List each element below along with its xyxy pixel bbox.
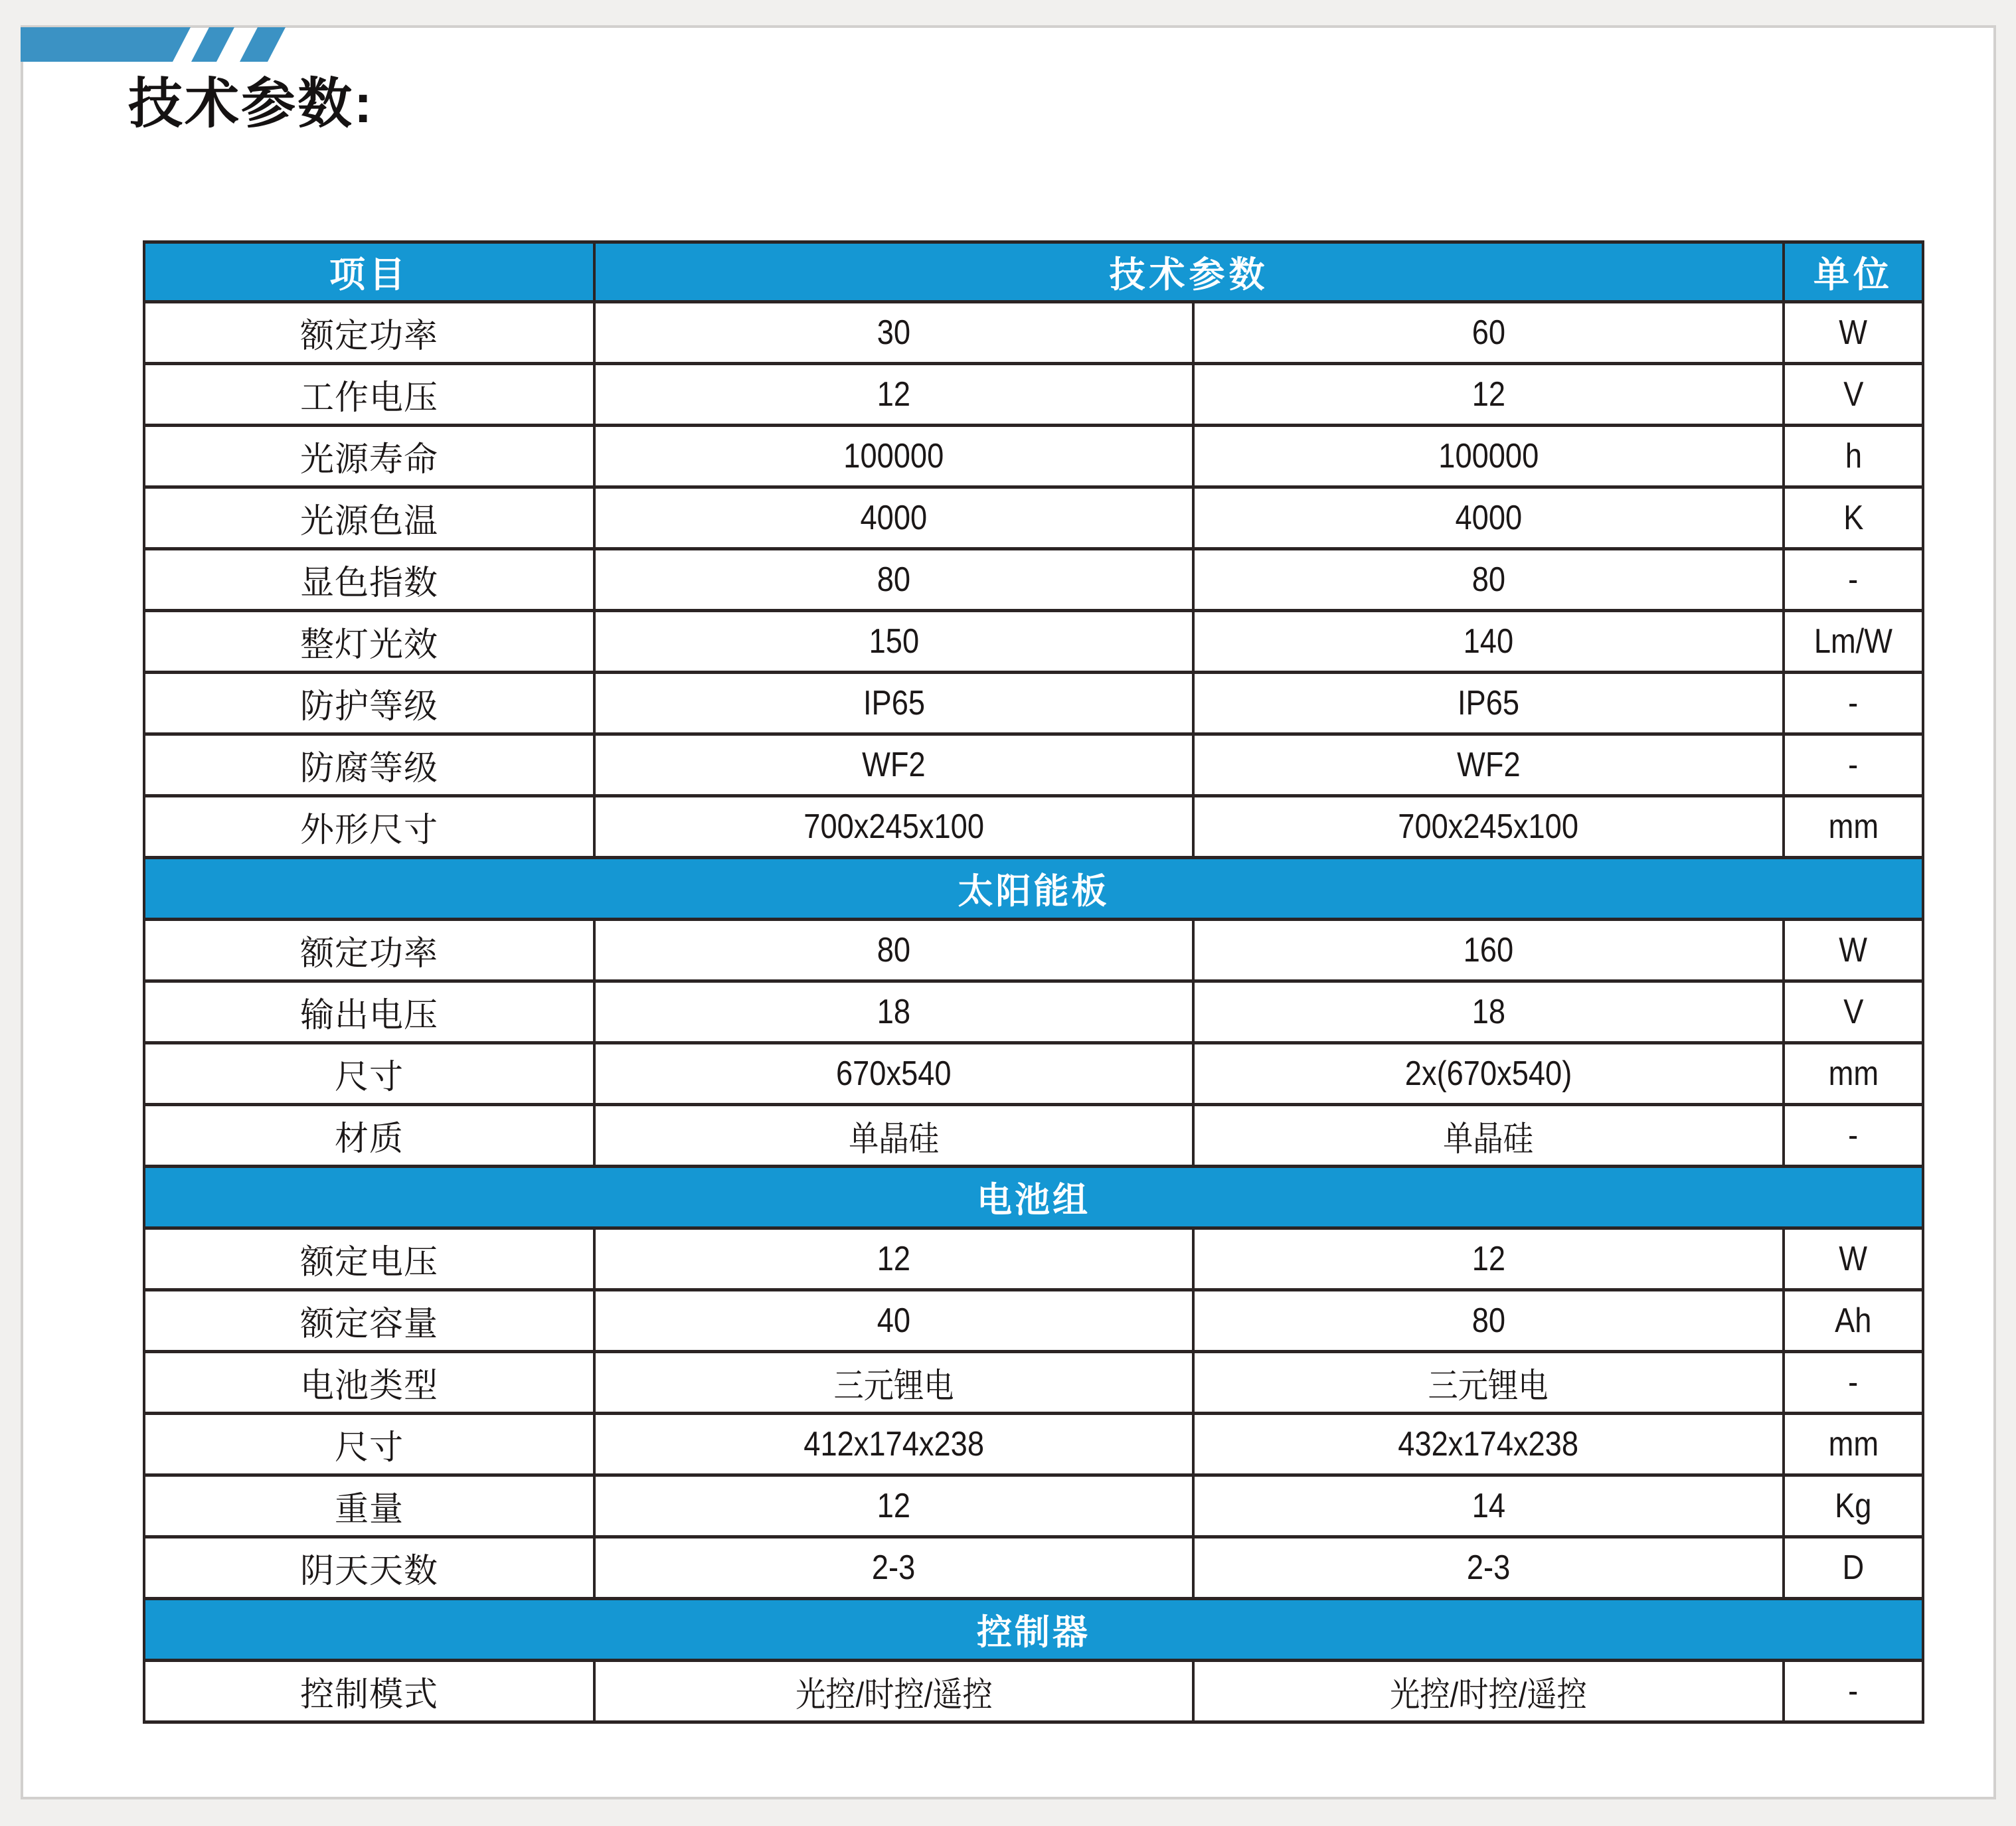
spec-label-text: 额定功率: [299, 317, 438, 355]
spec-value-text: 三元锂电: [833, 1367, 954, 1406]
spec-value-cell: [594, 796, 1193, 858]
section-header-row: [144, 1599, 1923, 1661]
spec-unit-cell: [1784, 1414, 1923, 1475]
spec-label-text: 光源寿命: [299, 440, 438, 478]
spec-value-cell: [594, 1290, 1193, 1352]
spec-label-cell: [144, 302, 594, 364]
spec-value-cell: [1193, 796, 1784, 858]
spec-label-text: 阴天天数: [299, 1552, 438, 1590]
spec-unit-cell: [1784, 1352, 1923, 1414]
spec-unit-cell: [1784, 611, 1923, 673]
section-header-row: [144, 1167, 1923, 1228]
spec-unit-cell: [1784, 734, 1923, 796]
banner-stripe-1: [191, 27, 234, 62]
spec-row: [144, 1290, 1923, 1352]
spec-value-text: 700x245x100: [1398, 807, 1579, 846]
spec-label-text: 额定电压: [299, 1243, 438, 1281]
spec-label-cell: [144, 426, 594, 487]
spec-label-cell: [144, 1105, 594, 1167]
spec-value-text: 12: [877, 1240, 911, 1278]
spec-value-text: 12: [1471, 1240, 1505, 1278]
spec-row: [144, 981, 1923, 1043]
spec-value-text: 412x174x238: [803, 1425, 984, 1463]
spec-value-text: 60: [1471, 313, 1505, 352]
spec-unit-cell: [1784, 549, 1923, 611]
spec-row: [144, 1228, 1923, 1290]
spec-value-text: 700x245x100: [803, 807, 984, 846]
banner-stripe-2: [240, 27, 286, 62]
spec-value-text: K: [1843, 499, 1864, 537]
spec-value-cell: [1193, 981, 1784, 1043]
spec-value-text: WF2: [862, 746, 926, 784]
spec-row: [144, 1475, 1923, 1537]
spec-value-text: 100000: [843, 437, 944, 475]
spec-value-text: Ah: [1835, 1301, 1872, 1340]
spec-value-cell: [1193, 1105, 1784, 1167]
spec-value-text: 80: [1471, 560, 1505, 599]
spec-value-text: mm: [1828, 807, 1879, 846]
spec-value-text: 670x540: [836, 1054, 952, 1093]
spec-value-cell: [1193, 673, 1784, 734]
table-header-row: [144, 242, 1923, 302]
spec-value-text: Kg: [1835, 1487, 1872, 1525]
spec-label-text: 输出电压: [299, 996, 438, 1034]
spec-value-text: -: [1848, 1116, 1859, 1155]
spec-label-text: 额定功率: [299, 934, 438, 972]
spec-value-cell: [1193, 611, 1784, 673]
spec-value-cell: [594, 364, 1193, 426]
spec-unit-cell: [1784, 302, 1923, 364]
spec-unit-cell: [1784, 426, 1923, 487]
spec-row: [144, 1537, 1923, 1599]
spec-value-cell: [1193, 426, 1784, 487]
spec-row: [144, 487, 1923, 549]
spec-unit-cell: [1784, 487, 1923, 549]
spec-row: [144, 673, 1923, 734]
spec-value-cell: [594, 487, 1193, 549]
spec-value-cell: [594, 920, 1193, 981]
spec-table: [143, 240, 1924, 1724]
spec-value-text: mm: [1828, 1425, 1879, 1463]
spec-unit-cell: [1784, 981, 1923, 1043]
spec-row: [144, 796, 1923, 858]
spec-label-cell: [144, 1537, 594, 1599]
spec-value-cell: [594, 611, 1193, 673]
page-title: 技术参数:: [128, 74, 375, 134]
spec-value-cell: [1193, 920, 1784, 981]
spec-value-text: 14: [1471, 1487, 1505, 1525]
spec-value-text: -: [1848, 1672, 1859, 1710]
spec-value-cell: [1193, 1228, 1784, 1290]
spec-row: [144, 611, 1923, 673]
spec-row: [144, 1043, 1923, 1105]
spec-label-cell: [144, 364, 594, 426]
spec-label-cell: [144, 1352, 594, 1414]
column-header-item: 项目: [144, 242, 594, 302]
spec-value-cell: [1193, 734, 1784, 796]
spec-value-text: D: [1842, 1548, 1865, 1587]
spec-unit-cell: [1784, 1290, 1923, 1352]
spec-unit-cell: [1784, 364, 1923, 426]
spec-value-cell: [1193, 364, 1784, 426]
column-header-unit: 单位: [1784, 242, 1923, 302]
spec-value-cell: [594, 673, 1193, 734]
spec-value-text: 18: [877, 993, 911, 1031]
spec-value-cell: [594, 981, 1193, 1043]
spec-row: [144, 1352, 1923, 1414]
spec-value-cell: [1193, 1352, 1784, 1414]
section-title: 太阳能板: [144, 858, 1923, 920]
spec-label-cell: [144, 981, 594, 1043]
spec-unit-cell: [1784, 1105, 1923, 1167]
spec-value-text: 40: [877, 1301, 911, 1340]
spec-row: [144, 426, 1923, 487]
spec-value-text: 12: [877, 1487, 911, 1525]
spec-value-cell: [1193, 302, 1784, 364]
spec-label-cell: [144, 1290, 594, 1352]
spec-value-text: IP65: [863, 684, 925, 722]
spec-unit-cell: [1784, 1537, 1923, 1599]
spec-value-text: -: [1848, 746, 1859, 784]
spec-value-text: 12: [877, 375, 911, 414]
spec-label-text: 显色指数: [299, 564, 438, 602]
spec-value-text: 光控/时控/遥控: [795, 1675, 993, 1714]
spec-value-text: 单晶硅: [1443, 1120, 1534, 1159]
spec-label-text: 额定容量: [299, 1305, 438, 1343]
spec-label-text: 重量: [334, 1490, 404, 1528]
spec-value-text: W: [1839, 313, 1868, 352]
spec-value-text: 2-3: [872, 1548, 916, 1587]
spec-value-cell: [594, 734, 1193, 796]
section-title: 控制器: [144, 1599, 1923, 1661]
spec-value-text: 三元锂电: [1428, 1367, 1549, 1406]
spec-value-text: W: [1839, 1240, 1868, 1278]
spec-unit-cell: [1784, 1661, 1923, 1722]
spec-value-cell: [1193, 487, 1784, 549]
spec-value-cell: [594, 426, 1193, 487]
spec-value-cell: [594, 1043, 1193, 1105]
spec-value-cell: [594, 302, 1193, 364]
spec-value-text: 2x(670x540): [1404, 1054, 1572, 1093]
spec-table-body: [144, 302, 1923, 1722]
spec-value-text: -: [1848, 560, 1859, 599]
spec-value-cell: [1193, 1537, 1784, 1599]
spec-value-text: mm: [1828, 1054, 1879, 1093]
spec-value-text: 30: [877, 313, 911, 352]
spec-row: [144, 1414, 1923, 1475]
spec-label-cell: [144, 487, 594, 549]
spec-label-cell: [144, 549, 594, 611]
spec-value-cell: [594, 1414, 1193, 1475]
spec-row: [144, 1105, 1923, 1167]
spec-value-text: 4000: [1455, 499, 1522, 537]
spec-value-text: W: [1839, 931, 1868, 969]
banner-decoration: [21, 27, 289, 62]
spec-label-cell: [144, 1228, 594, 1290]
spec-label-text: 防腐等级: [299, 749, 438, 787]
spec-value-text: V: [1843, 375, 1864, 414]
spec-value-text: 4000: [860, 499, 928, 537]
spec-row: [144, 734, 1923, 796]
spec-value-text: 80: [877, 931, 911, 969]
spec-value-cell: [1193, 1475, 1784, 1537]
spec-label-cell: [144, 1475, 594, 1537]
spec-label-text: 控制模式: [299, 1675, 438, 1713]
spec-value-cell: [594, 1661, 1193, 1722]
spec-value-cell: [1193, 1414, 1784, 1475]
spec-row: [144, 549, 1923, 611]
spec-value-text: 光控/时控/遥控: [1390, 1675, 1587, 1714]
spec-value-text: 单晶硅: [849, 1120, 939, 1159]
spec-label-cell: [144, 1043, 594, 1105]
spec-label-text: 尺寸: [334, 1428, 404, 1466]
section-header-row: [144, 858, 1923, 920]
spec-value-text: 18: [1471, 993, 1505, 1031]
spec-value-text: 160: [1463, 931, 1514, 969]
spec-label-text: 电池类型: [299, 1367, 438, 1404]
spec-row: [144, 1661, 1923, 1722]
spec-row: [144, 920, 1923, 981]
spec-value-text: 80: [877, 560, 911, 599]
spec-label-cell: [144, 1414, 594, 1475]
spec-value-text: IP65: [1457, 684, 1520, 722]
spec-label-text: 防护等级: [299, 687, 438, 725]
spec-unit-cell: [1784, 1043, 1923, 1105]
spec-sheet-card: [21, 25, 1996, 1799]
spec-label-cell: [144, 796, 594, 858]
spec-value-text: 432x174x238: [1398, 1425, 1579, 1463]
spec-value-cell: [1193, 1290, 1784, 1352]
spec-label-cell: [144, 920, 594, 981]
spec-label-text: 整灯光效: [299, 625, 438, 663]
spec-value-text: 150: [869, 622, 919, 661]
spec-value-text: WF2: [1456, 746, 1521, 784]
spec-label-cell: [144, 673, 594, 734]
spec-value-text: h: [1845, 437, 1862, 475]
spec-value-text: 100000: [1438, 437, 1539, 475]
spec-value-text: Lm/W: [1813, 622, 1893, 661]
spec-value-text: 140: [1463, 622, 1514, 661]
spec-label-cell: [144, 734, 594, 796]
spec-unit-cell: [1784, 920, 1923, 981]
spec-value-text: 2-3: [1466, 1548, 1511, 1587]
spec-value-cell: [1193, 549, 1784, 611]
spec-label-text: 工作电压: [299, 378, 438, 416]
section-title: 电池组: [144, 1167, 1923, 1228]
spec-value-cell: [1193, 1043, 1784, 1105]
spec-value-cell: [594, 1537, 1193, 1599]
spec-label-cell: [144, 1661, 594, 1722]
spec-value-cell: [594, 1475, 1193, 1537]
spec-value-cell: [594, 1352, 1193, 1414]
spec-value-cell: [1193, 1661, 1784, 1722]
spec-value-text: 80: [1471, 1301, 1505, 1340]
spec-row: [144, 302, 1923, 364]
spec-value-text: V: [1843, 993, 1864, 1031]
spec-value-text: -: [1848, 684, 1859, 722]
spec-label-text: 尺寸: [334, 1058, 404, 1096]
spec-unit-cell: [1784, 1228, 1923, 1290]
spec-unit-cell: [1784, 796, 1923, 858]
spec-label-text: 材质: [334, 1120, 404, 1157]
column-header-params: 技术参数: [594, 242, 1784, 302]
spec-unit-cell: [1784, 673, 1923, 734]
spec-label-text: 光源色温: [299, 502, 438, 540]
spec-label-cell: [144, 611, 594, 673]
spec-value-cell: [594, 1105, 1193, 1167]
spec-value-text: 12: [1471, 375, 1505, 414]
spec-value-cell: [594, 549, 1193, 611]
banner-solid-block: [21, 27, 191, 62]
spec-unit-cell: [1784, 1475, 1923, 1537]
spec-row: [144, 364, 1923, 426]
spec-label-text: 外形尺寸: [299, 811, 438, 849]
spec-value-cell: [594, 1228, 1193, 1290]
spec-value-text: -: [1848, 1363, 1859, 1402]
